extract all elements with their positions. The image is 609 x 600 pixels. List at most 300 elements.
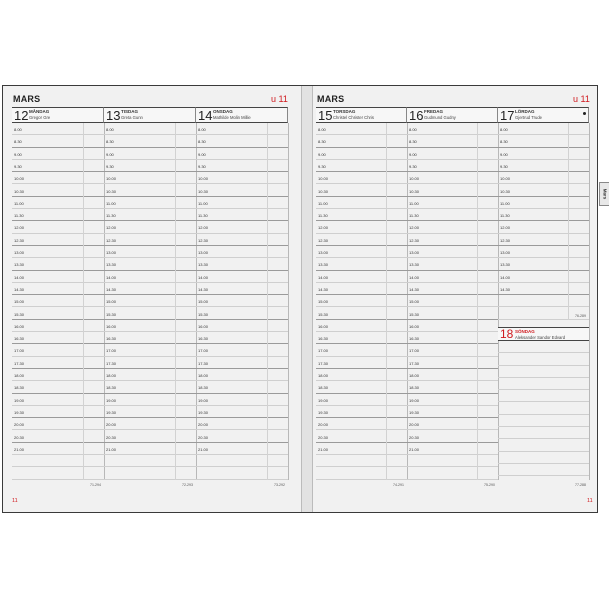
time-slot[interactable] [104, 308, 196, 320]
time-label: 12.30 [106, 237, 117, 243]
time-slot[interactable] [316, 197, 407, 209]
time-label: 12.30 [14, 237, 25, 243]
time-slot[interactable] [316, 283, 407, 295]
time-slot[interactable] [104, 394, 196, 406]
time-label: 12.00 [318, 225, 329, 231]
time-label: 9.30 [409, 163, 417, 169]
time-label: 11.30 [198, 213, 208, 219]
time-label: 18.00 [106, 373, 117, 378]
time-slot[interactable] [104, 381, 196, 393]
time-label: 12.30 [318, 237, 329, 243]
time-label: 10.30 [409, 188, 420, 194]
time-slot[interactable] [12, 394, 104, 406]
time-label: 19.00 [198, 397, 209, 403]
time-label: 8.30 [14, 139, 22, 145]
time-slot[interactable] [12, 295, 104, 307]
time-slot[interactable] [12, 467, 104, 479]
time-slot[interactable] [498, 160, 589, 172]
time-slot[interactable] [12, 455, 104, 467]
time-slot[interactable] [316, 394, 407, 406]
time-slot[interactable] [407, 172, 498, 184]
time-label: 11.30 [14, 213, 24, 219]
time-slot[interactable] [407, 123, 498, 135]
time-label: 11.00 [198, 200, 208, 206]
time-slot[interactable] [104, 221, 196, 233]
time-label: 9.30 [14, 163, 22, 169]
time-slot[interactable] [104, 455, 196, 467]
time-slot[interactable] [407, 197, 498, 209]
time-slot[interactable] [407, 160, 498, 172]
page-number: 11 [587, 498, 593, 504]
time-label: 12.30 [409, 237, 420, 243]
right-page [313, 86, 607, 512]
time-slot[interactable] [196, 320, 288, 332]
time-slot[interactable] [12, 185, 104, 197]
time-slot[interactable] [12, 234, 104, 246]
time-slot[interactable] [12, 443, 104, 455]
time-label: 14.30 [14, 286, 25, 292]
time-label: 20.30 [409, 434, 420, 440]
time-slot[interactable] [407, 308, 498, 320]
time-slot[interactable] [316, 455, 407, 467]
time-label: 9.00 [409, 151, 417, 157]
time-slot[interactable] [104, 271, 196, 283]
time-label: 8.00 [198, 127, 206, 132]
name-day: Mathilde Molin Millie [213, 115, 251, 120]
time-slot[interactable] [316, 160, 407, 172]
time-label: 10.00 [409, 176, 420, 182]
day-name: MÅNDAG [29, 109, 50, 114]
time-slot[interactable] [196, 283, 288, 295]
time-slot[interactable] [104, 185, 196, 197]
time-label: 19.00 [409, 397, 420, 403]
time-slot[interactable] [407, 209, 498, 221]
time-slot[interactable] [12, 357, 104, 369]
time-label: 13.00 [318, 250, 329, 255]
time-slot[interactable] [104, 160, 196, 172]
time-slot[interactable] [196, 160, 288, 172]
time-slot[interactable] [196, 123, 288, 135]
time-slot[interactable] [407, 135, 498, 147]
time-slot[interactable] [104, 258, 196, 270]
column-divider [477, 123, 478, 480]
time-slot[interactable] [316, 332, 407, 344]
time-slot[interactable] [104, 406, 196, 418]
time-slot[interactable] [316, 148, 407, 160]
time-slot[interactable] [498, 295, 589, 307]
time-label: 14.00 [409, 274, 420, 280]
time-slot[interactable] [316, 418, 407, 430]
day-count: 77-288 [575, 483, 586, 487]
time-label: 15.00 [318, 299, 329, 305]
time-slot[interactable] [104, 295, 196, 307]
time-slot[interactable] [316, 344, 407, 356]
time-slot[interactable] [12, 381, 104, 393]
time-label: 15.00 [106, 299, 117, 305]
time-slot[interactable] [498, 123, 589, 135]
time-label: 18.00 [14, 373, 25, 378]
time-slot[interactable] [196, 148, 288, 160]
day-divider [589, 123, 590, 480]
time-slot[interactable] [498, 415, 589, 427]
time-label: 15.30 [106, 311, 117, 317]
time-label: 19.00 [14, 397, 25, 403]
day-number: 13 [106, 108, 121, 123]
time-slot[interactable] [498, 148, 589, 160]
time-slot[interactable] [498, 353, 589, 365]
day-header[interactable] [407, 107, 498, 123]
time-label: 21.00 [14, 446, 25, 452]
time-slot[interactable] [316, 295, 407, 307]
time-label: 18.00 [318, 373, 329, 378]
time-slot[interactable] [196, 357, 288, 369]
time-label: 19.30 [409, 409, 420, 415]
time-slot[interactable] [196, 406, 288, 418]
planner-spread [2, 85, 607, 513]
time-slot[interactable] [316, 369, 407, 381]
time-label: 8.00 [318, 127, 326, 132]
time-label: 9.00 [14, 151, 22, 157]
time-slot[interactable] [12, 344, 104, 356]
time-slot[interactable] [12, 418, 104, 430]
time-slot[interactable] [407, 443, 498, 455]
time-slot[interactable] [196, 332, 288, 344]
time-slot[interactable] [498, 341, 589, 353]
time-slot[interactable] [498, 366, 589, 378]
time-label: 11.00 [500, 200, 510, 206]
time-slot[interactable] [316, 271, 407, 283]
time-slot[interactable] [196, 381, 288, 393]
time-slot[interactable] [316, 221, 407, 233]
day-name: ONSDAG [213, 109, 233, 114]
time-slot[interactable] [196, 467, 288, 479]
time-label: 12.00 [106, 225, 117, 231]
time-slot[interactable] [196, 197, 288, 209]
time-slot[interactable] [12, 258, 104, 270]
time-slot[interactable] [196, 394, 288, 406]
time-slot[interactable] [104, 283, 196, 295]
time-slot[interactable] [12, 148, 104, 160]
time-slot[interactable] [498, 209, 589, 221]
time-slot[interactable] [407, 283, 498, 295]
day-name: LÖRDAG [515, 109, 535, 114]
time-slot[interactable] [407, 467, 498, 479]
day-header[interactable] [498, 107, 589, 123]
time-slot[interactable] [498, 283, 589, 295]
time-slot[interactable] [316, 234, 407, 246]
time-slot[interactable] [316, 209, 407, 221]
time-label: 8.00 [409, 127, 417, 132]
time-slot[interactable] [12, 246, 104, 258]
time-slot[interactable] [498, 197, 589, 209]
week-number: u 11 [271, 94, 288, 104]
time-slot[interactable] [407, 185, 498, 197]
time-label: 11.00 [14, 200, 24, 206]
time-slot[interactable] [316, 123, 407, 135]
time-slot[interactable] [196, 221, 288, 233]
time-slot[interactable] [196, 443, 288, 455]
time-slot[interactable] [12, 135, 104, 147]
time-slot[interactable] [407, 406, 498, 418]
time-label: 19.30 [318, 409, 329, 415]
sunday-header[interactable] [498, 327, 589, 341]
time-slot[interactable] [316, 320, 407, 332]
time-label: 11.30 [500, 213, 510, 219]
time-label: 15.00 [14, 299, 25, 305]
time-slot[interactable] [407, 258, 498, 270]
time-label: 13.00 [106, 250, 117, 255]
time-label: 12.30 [198, 237, 209, 243]
time-slot[interactable] [12, 308, 104, 320]
time-label: 16.00 [198, 323, 209, 329]
time-slot[interactable] [196, 271, 288, 283]
time-label: 19.30 [14, 409, 25, 415]
time-slot[interactable] [407, 455, 498, 467]
time-label: 15.30 [198, 311, 209, 317]
time-label: 12.00 [500, 225, 511, 231]
time-slot[interactable] [196, 295, 288, 307]
time-slot[interactable] [498, 185, 589, 197]
time-label: 18.30 [14, 385, 25, 391]
name-day: Christel Christer Chris [333, 115, 374, 120]
time-slot[interactable] [104, 332, 196, 344]
time-slot[interactable] [196, 135, 288, 147]
time-slot[interactable] [407, 320, 498, 332]
time-label: 18.00 [198, 373, 209, 378]
time-slot[interactable] [407, 246, 498, 258]
time-label: 10.00 [14, 176, 25, 182]
time-slot[interactable] [196, 246, 288, 258]
time-label: 20.00 [318, 422, 329, 428]
time-label: 17.30 [318, 360, 329, 366]
time-label: 15.00 [409, 299, 420, 305]
time-slot[interactable] [498, 427, 589, 439]
time-label: 10.00 [500, 176, 511, 182]
time-slot[interactable] [407, 295, 498, 307]
time-slot[interactable] [12, 197, 104, 209]
name-day: Gudmund Gudny [424, 115, 456, 120]
time-label: 13.00 [500, 250, 511, 255]
time-slot[interactable] [196, 418, 288, 430]
time-slot[interactable] [498, 221, 589, 233]
time-slot[interactable] [407, 357, 498, 369]
time-slot[interactable] [196, 308, 288, 320]
time-slot[interactable] [316, 308, 407, 320]
time-label: 11.00 [318, 200, 328, 206]
time-slot[interactable] [196, 258, 288, 270]
time-label: 13.30 [409, 262, 420, 268]
time-slot[interactable] [407, 344, 498, 356]
time-slot[interactable] [104, 320, 196, 332]
time-slot[interactable] [104, 197, 196, 209]
time-slot[interactable] [12, 320, 104, 332]
time-slot[interactable] [196, 172, 288, 184]
day-header[interactable] [316, 107, 407, 123]
time-slot[interactable] [407, 431, 498, 443]
time-slot[interactable] [407, 381, 498, 393]
month-tab-label: Mars [602, 188, 607, 200]
time-label: 13.30 [318, 262, 329, 268]
time-slot[interactable] [316, 467, 407, 479]
time-label: 14.00 [500, 274, 511, 280]
time-slot[interactable] [104, 135, 196, 147]
time-slot[interactable] [498, 135, 589, 147]
time-slot[interactable] [12, 160, 104, 172]
day-count: 75-290 [484, 483, 495, 487]
time-slot[interactable] [196, 234, 288, 246]
time-label: 16.30 [198, 336, 209, 342]
time-label: 10.30 [500, 188, 511, 194]
month-tab[interactable] [599, 182, 609, 206]
time-slot[interactable] [12, 271, 104, 283]
time-label: 14.30 [198, 286, 209, 292]
time-slot[interactable] [316, 357, 407, 369]
time-label: 17.00 [318, 348, 329, 354]
time-label: 9.00 [500, 151, 508, 157]
time-label: 13.30 [500, 262, 511, 268]
time-slot[interactable] [316, 381, 407, 393]
time-label: 10.00 [106, 176, 117, 182]
time-slot[interactable] [407, 148, 498, 160]
time-slot[interactable] [104, 234, 196, 246]
time-label: 16.00 [318, 323, 329, 329]
time-slot[interactable] [104, 344, 196, 356]
time-slot[interactable] [498, 452, 589, 464]
time-slot[interactable] [12, 209, 104, 221]
time-slot[interactable] [104, 148, 196, 160]
time-slot[interactable] [12, 172, 104, 184]
time-label: 20.30 [198, 434, 209, 440]
day-number: 15 [318, 108, 333, 123]
time-label: 16.30 [409, 336, 420, 342]
time-label: 21.00 [106, 446, 117, 452]
time-label: 14.30 [106, 286, 117, 292]
time-label: 11.00 [106, 200, 116, 206]
time-slot[interactable] [12, 123, 104, 135]
time-label: 10.30 [14, 188, 25, 194]
time-slot[interactable] [316, 406, 407, 418]
time-label: 9.30 [106, 163, 114, 169]
time-label: 16.00 [106, 323, 117, 329]
day-count: 71-294 [90, 483, 101, 487]
time-slot[interactable] [498, 271, 589, 283]
time-label: 15.30 [14, 311, 25, 317]
time-slot[interactable] [407, 271, 498, 283]
time-label: 8.30 [409, 139, 417, 145]
time-label: 9.30 [500, 163, 508, 169]
time-label: 15.30 [409, 311, 420, 317]
time-label: 9.00 [318, 151, 326, 157]
time-slot[interactable] [316, 135, 407, 147]
time-slot[interactable] [407, 221, 498, 233]
time-slot[interactable] [316, 172, 407, 184]
time-slot[interactable] [498, 390, 589, 402]
name-day: Aleksander Sandor Edvard [515, 335, 566, 340]
time-slot[interactable] [196, 431, 288, 443]
time-slot[interactable] [196, 455, 288, 467]
time-slot[interactable] [196, 344, 288, 356]
time-slot[interactable] [498, 439, 589, 451]
day-header[interactable] [196, 107, 288, 123]
time-label: 19.00 [318, 397, 329, 403]
time-slot[interactable] [407, 234, 498, 246]
time-slot[interactable] [104, 209, 196, 221]
day-count: 72-293 [182, 483, 193, 487]
time-slot[interactable] [104, 357, 196, 369]
time-slot[interactable] [12, 369, 104, 381]
time-slot[interactable] [316, 443, 407, 455]
time-slot[interactable] [104, 172, 196, 184]
time-label: 13.30 [198, 262, 209, 268]
time-slot[interactable] [316, 185, 407, 197]
day-header[interactable] [12, 107, 104, 123]
time-slot[interactable] [407, 394, 498, 406]
time-slot[interactable] [12, 221, 104, 233]
day-divider [288, 123, 289, 480]
time-slot[interactable] [407, 369, 498, 381]
time-label: 20.00 [106, 422, 117, 428]
time-slot[interactable] [498, 246, 589, 258]
time-slot[interactable] [104, 123, 196, 135]
time-slot[interactable] [12, 406, 104, 418]
time-slot[interactable] [12, 431, 104, 443]
day-number: 18 [500, 327, 514, 341]
time-slot[interactable] [498, 464, 589, 476]
time-label: 21.00 [318, 446, 329, 452]
time-label: 17.30 [409, 360, 420, 366]
time-slot[interactable] [104, 467, 196, 479]
time-label: 20.30 [14, 434, 25, 440]
time-label: 20.30 [318, 434, 329, 440]
time-label: 14.00 [106, 274, 117, 280]
time-slot[interactable] [316, 431, 407, 443]
time-slot[interactable] [498, 378, 589, 390]
time-slot[interactable] [196, 209, 288, 221]
day-count: 73-292 [274, 483, 285, 487]
time-slot[interactable] [196, 369, 288, 381]
time-slot[interactable] [104, 418, 196, 430]
time-slot[interactable] [316, 258, 407, 270]
time-label: 16.00 [14, 323, 25, 329]
time-slot[interactable] [498, 258, 589, 270]
column-divider [568, 123, 569, 320]
time-label: 13.00 [409, 250, 420, 255]
time-slot[interactable] [104, 246, 196, 258]
time-slot[interactable] [12, 332, 104, 344]
day-header[interactable] [104, 107, 196, 123]
time-label: 14.30 [409, 286, 420, 292]
time-label: 13.00 [14, 250, 25, 255]
time-label: 9.30 [318, 163, 326, 169]
time-slot[interactable] [104, 431, 196, 443]
time-slot[interactable] [196, 185, 288, 197]
time-slot[interactable] [104, 369, 196, 381]
time-slot[interactable] [498, 234, 589, 246]
time-label: 11.30 [318, 213, 328, 219]
time-slot[interactable] [12, 283, 104, 295]
day-name: TORSDAG [333, 109, 356, 114]
day-name: TISDAG [121, 109, 139, 114]
time-slot[interactable] [104, 443, 196, 455]
time-label: 17.00 [14, 348, 25, 354]
time-slot[interactable] [316, 246, 407, 258]
time-slot[interactable] [498, 172, 589, 184]
time-slot[interactable] [407, 418, 498, 430]
time-label: 19.30 [106, 409, 117, 415]
time-slot[interactable] [498, 403, 589, 415]
column-divider [83, 123, 84, 480]
time-slot[interactable] [407, 332, 498, 344]
